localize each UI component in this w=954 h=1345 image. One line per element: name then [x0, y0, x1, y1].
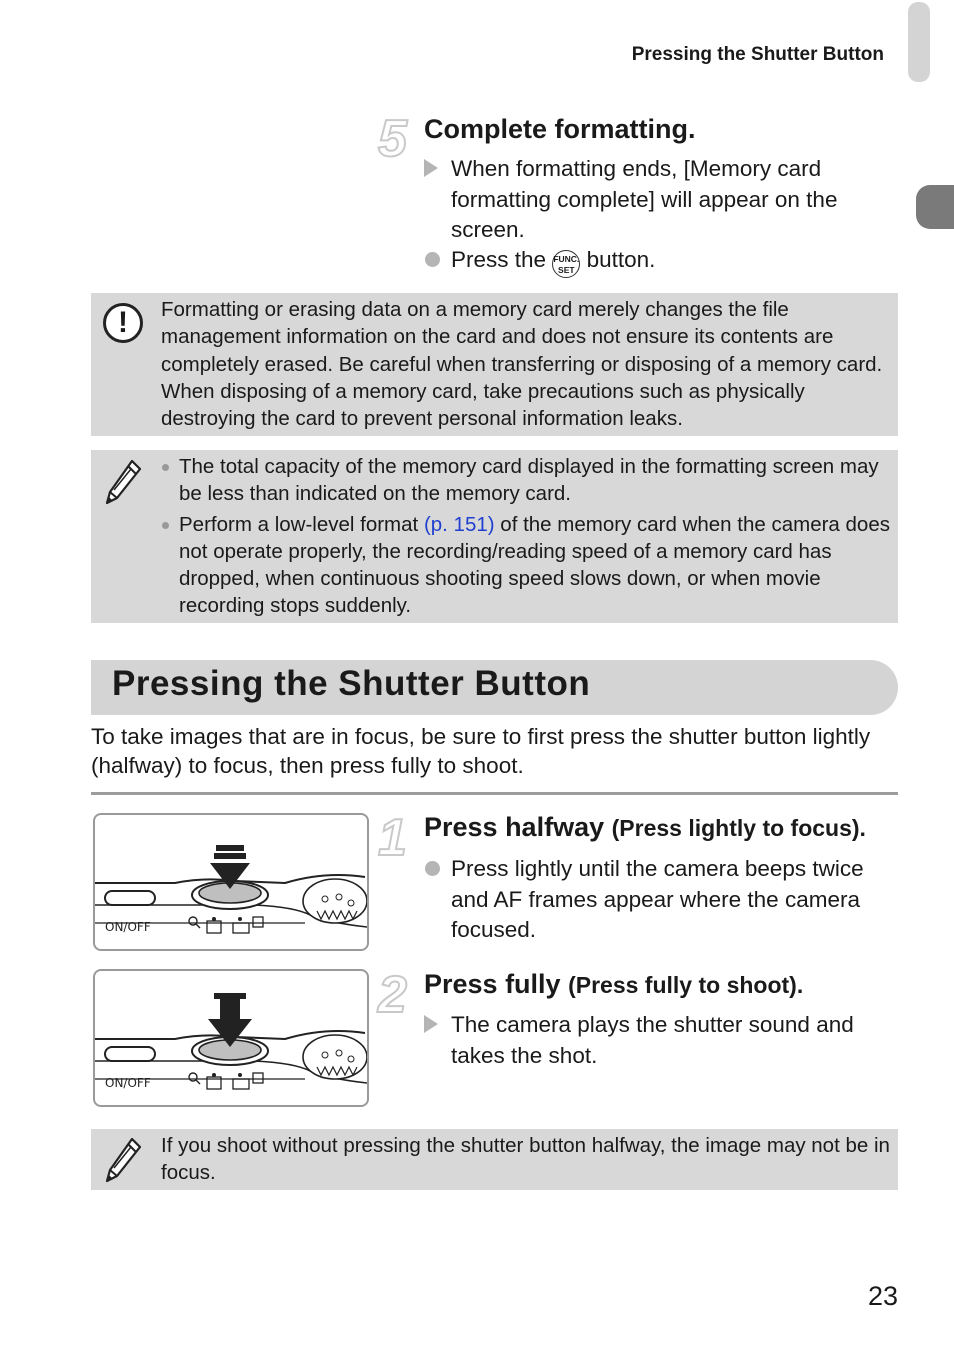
press-prefix: Press the	[451, 247, 547, 272]
step-title-5: Complete formatting.	[424, 114, 696, 144]
side-tab	[908, 2, 930, 82]
triangle-marker-icon	[424, 1015, 438, 1033]
full-press-illustration	[93, 969, 369, 1107]
on-off-label: ON/OFF	[105, 920, 151, 934]
step2-bullet: The camera plays the shutter sound and takes the shot.	[424, 1010, 894, 1071]
step-number-2: 2	[378, 966, 407, 1024]
pencil-icon	[103, 458, 143, 506]
circle-marker-icon	[425, 252, 440, 267]
pencil-icon	[103, 1136, 143, 1184]
camera-top-half-press	[95, 815, 367, 949]
circle-marker-icon	[425, 861, 440, 876]
triangle-marker-icon	[424, 159, 438, 177]
step-number-5: 5	[378, 110, 407, 168]
step5-press-bullet	[424, 245, 874, 278]
note-text: If you shoot without pressing the shutter button halfway, the image may not be in focus.	[161, 1134, 890, 1185]
func-set-icon: FUNC. SET	[552, 250, 580, 278]
press-suffix: button.	[586, 247, 656, 272]
section-title: Pressing the Shutter Button	[112, 664, 591, 703]
half-press-illustration	[93, 813, 369, 951]
camera-top-full-press	[95, 971, 367, 1105]
list-item: Perform a low-level format (p. 151) of the memory card when the camera does not operate properly, the recording/reading speed of a memory card has dropped, when continuous shooting speed slows down, or when movie recording stops suddenly.	[161, 511, 896, 620]
step-title-1: Press halfway (Press lightly to focus).	[424, 812, 866, 842]
step1-bullet: Press lightly until the camera beeps twice and AF frames appear where the camera focused.	[424, 854, 894, 946]
page-number: 23	[867, 1281, 898, 1311]
page-link[interactable]: (p. 151)	[423, 512, 495, 536]
caution-box	[91, 293, 898, 436]
step-number-1: 1	[378, 809, 407, 867]
note-box	[91, 450, 898, 623]
divider	[91, 792, 898, 795]
on-off-label: ON/OFF	[105, 1076, 151, 1090]
note-box	[91, 1129, 898, 1190]
step5-bullet	[424, 154, 874, 246]
running-head: Pressing the Shutter Button	[631, 44, 884, 65]
section-banner	[91, 660, 898, 715]
list-item: The total capacity of the memory card displayed in the formatting screen may be less than indicated on the memory card.	[161, 453, 896, 508]
caution-text: Formatting or erasing data on a memory card merely changes the file management information on the card and does not ensure its contents are completely erased. Be careful when transferring or disposing of a memory card. When disposing of a memory card, take precautions such as physically destroying the card to prevent personal information leaks.	[161, 298, 883, 431]
step-title-2: Press fully (Press fully to shoot).	[424, 969, 804, 999]
note-list	[161, 453, 896, 620]
section-intro: To take images that are in focus, be sure to first press the shutter button lightly (halfway) to focus, then press fully to shoot.	[91, 724, 871, 778]
step5-bullet-text: When formatting ends, [Memory card formatting complete] will appear on the screen.	[451, 156, 838, 242]
chapter-tab	[916, 185, 954, 229]
exclamation-icon: !	[103, 303, 143, 343]
